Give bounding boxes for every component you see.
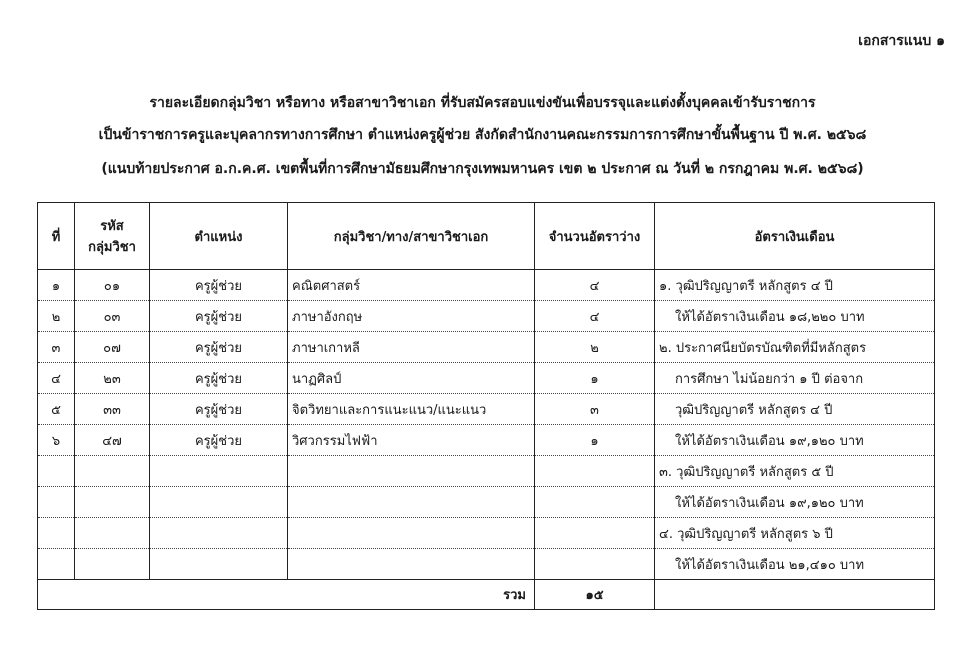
- cell-subject: [288, 518, 535, 549]
- cell-salary: ให้ได้อัตราเงินเดือน ๑๙,๑๒๐ บาท: [655, 425, 935, 456]
- cell-vacancies: [535, 518, 655, 549]
- cell-code: ๐๗: [75, 332, 150, 363]
- cell-salary: การศึกษา ไม่น้อยกว่า ๑ ปี ต่อจาก: [655, 363, 935, 394]
- document-title-line-1: รายละเอียดกลุ่มวิชา หรือทาง หรือสาขาวิชาเอก ที่รับสมัครสอบแข่งขันเพื่อบรรจุและแต่งตั้งบุคคลเข้ารับราชการ: [149, 95, 816, 111]
- total-salary-blank: [655, 580, 935, 610]
- table-row: [38, 518, 935, 549]
- cell-no: ๕: [38, 394, 75, 425]
- cell-vacancies: [535, 549, 655, 580]
- cell-code: [75, 549, 150, 580]
- cell-no: ๔: [38, 363, 75, 394]
- header-vacancies: จำนวนอัตราว่าง: [535, 203, 655, 270]
- cell-no: ๒: [38, 301, 75, 332]
- table-row: [38, 487, 935, 518]
- cell-code: [75, 456, 150, 487]
- cell-vacancies: ๑: [535, 363, 655, 394]
- cell-position: ครูผู้ช่วย: [150, 301, 288, 332]
- cell-position: ครูผู้ช่วย: [150, 394, 288, 425]
- cell-subject: วิศวกรรมไฟฟ้า: [288, 425, 535, 456]
- cell-code: [75, 487, 150, 518]
- header-subject: กลุ่มวิชา/ทาง/สาขาวิชาเอก: [288, 203, 535, 270]
- header-position: ตำแหน่ง: [150, 203, 288, 270]
- total-label: รวม: [38, 580, 535, 610]
- cell-salary: ๑. วุฒิปริญญาตรี หลักสูตร ๔ ปี: [655, 270, 935, 301]
- cell-code: ๐๑: [75, 270, 150, 301]
- cell-no: [38, 487, 75, 518]
- cell-code: ๐๓: [75, 301, 150, 332]
- cell-position: ครูผู้ช่วย: [150, 270, 288, 301]
- cell-position: ครูผู้ช่วย: [150, 363, 288, 394]
- table-row: [38, 301, 935, 332]
- table-row: [38, 456, 935, 487]
- cell-subject: [288, 456, 535, 487]
- cell-salary: ๓. วุฒิปริญญาตรี หลักสูตร ๕ ปี: [655, 456, 935, 487]
- cell-position: ครูผู้ช่วย: [150, 332, 288, 363]
- cell-position: [150, 456, 288, 487]
- table-header-row: [38, 203, 935, 270]
- cell-salary: ๒. ประกาศนียบัตรบัณฑิตที่มีหลักสูตร: [655, 332, 935, 363]
- table-row: [38, 332, 935, 363]
- header-code-line-2: กลุ่มวิชา: [88, 240, 136, 255]
- cell-no: ๑: [38, 270, 75, 301]
- cell-salary: ๔. วุฒิปริญญาตรี หลักสูตร ๖ ปี: [655, 518, 935, 549]
- cell-vacancies: ๑: [535, 425, 655, 456]
- cell-salary: ให้ได้อัตราเงินเดือน ๑๘,๒๒๐ บาท: [655, 301, 935, 332]
- cell-code: ๓๓: [75, 394, 150, 425]
- header-code-line-1: รหัส: [100, 219, 124, 234]
- table-row: [38, 549, 935, 580]
- document-title-line-2: เป็นข้าราชการครูและบุคลากรทางการศึกษา ตำแหน่งครูผู้ช่วย สังกัดสำนักงานคณะกรรมการการศึกษาขั้นพื้นฐาน ปี พ.ศ. ๒๕๖๘: [98, 127, 867, 143]
- vacancy-table: [37, 202, 935, 610]
- table-row: [38, 394, 935, 425]
- cell-vacancies: [535, 456, 655, 487]
- cell-salary: ให้ได้อัตราเงินเดือน ๒๑,๔๑๐ บาท: [655, 549, 935, 580]
- cell-vacancies: [535, 487, 655, 518]
- attachment-label: เอกสารแนบ ๑: [858, 33, 945, 49]
- cell-vacancies: ๔: [535, 270, 655, 301]
- document-title-line-3: (แนบท้ายประกาศ อ.ก.ค.ศ. เขตพื้นที่การศึกษามัธยมศึกษากรุงเทพมหานคร เขต ๒ ประกาศ ณ วันที่ ๒ กรกฎาคม พ.ศ. ๒๕๖๘): [101, 161, 864, 177]
- cell-subject: [288, 549, 535, 580]
- table-row: [38, 425, 935, 456]
- header-no: ที่: [38, 203, 75, 270]
- cell-position: [150, 549, 288, 580]
- table-row: [38, 363, 935, 394]
- total-value: ๑๕: [535, 580, 655, 610]
- cell-salary: ให้ได้อัตราเงินเดือน ๑๙,๑๒๐ บาท: [655, 487, 935, 518]
- total-row: [38, 580, 935, 610]
- cell-subject: คณิตศาสตร์: [288, 270, 535, 301]
- cell-no: ๓: [38, 332, 75, 363]
- cell-code: [75, 518, 150, 549]
- cell-position: [150, 487, 288, 518]
- header-salary: อัตราเงินเดือน: [655, 203, 935, 270]
- cell-code: ๒๓: [75, 363, 150, 394]
- cell-subject: [288, 487, 535, 518]
- cell-no: [38, 549, 75, 580]
- cell-salary: วุฒิปริญญาตรี หลักสูตร ๔ ปี: [655, 394, 935, 425]
- cell-no: [38, 518, 75, 549]
- cell-vacancies: ๓: [535, 394, 655, 425]
- cell-no: ๖: [38, 425, 75, 456]
- cell-subject: จิตวิทยาและการแนะแนว/แนะแนว: [288, 394, 535, 425]
- cell-subject: นาฏศิลป์: [288, 363, 535, 394]
- header-code: [75, 203, 150, 270]
- cell-position: [150, 518, 288, 549]
- cell-no: [38, 456, 75, 487]
- cell-position: ครูผู้ช่วย: [150, 425, 288, 456]
- cell-subject: ภาษาเกาหลี: [288, 332, 535, 363]
- table-row: [38, 270, 935, 301]
- cell-subject: ภาษาอังกฤษ: [288, 301, 535, 332]
- cell-vacancies: ๒: [535, 332, 655, 363]
- cell-vacancies: ๔: [535, 301, 655, 332]
- cell-code: ๔๗: [75, 425, 150, 456]
